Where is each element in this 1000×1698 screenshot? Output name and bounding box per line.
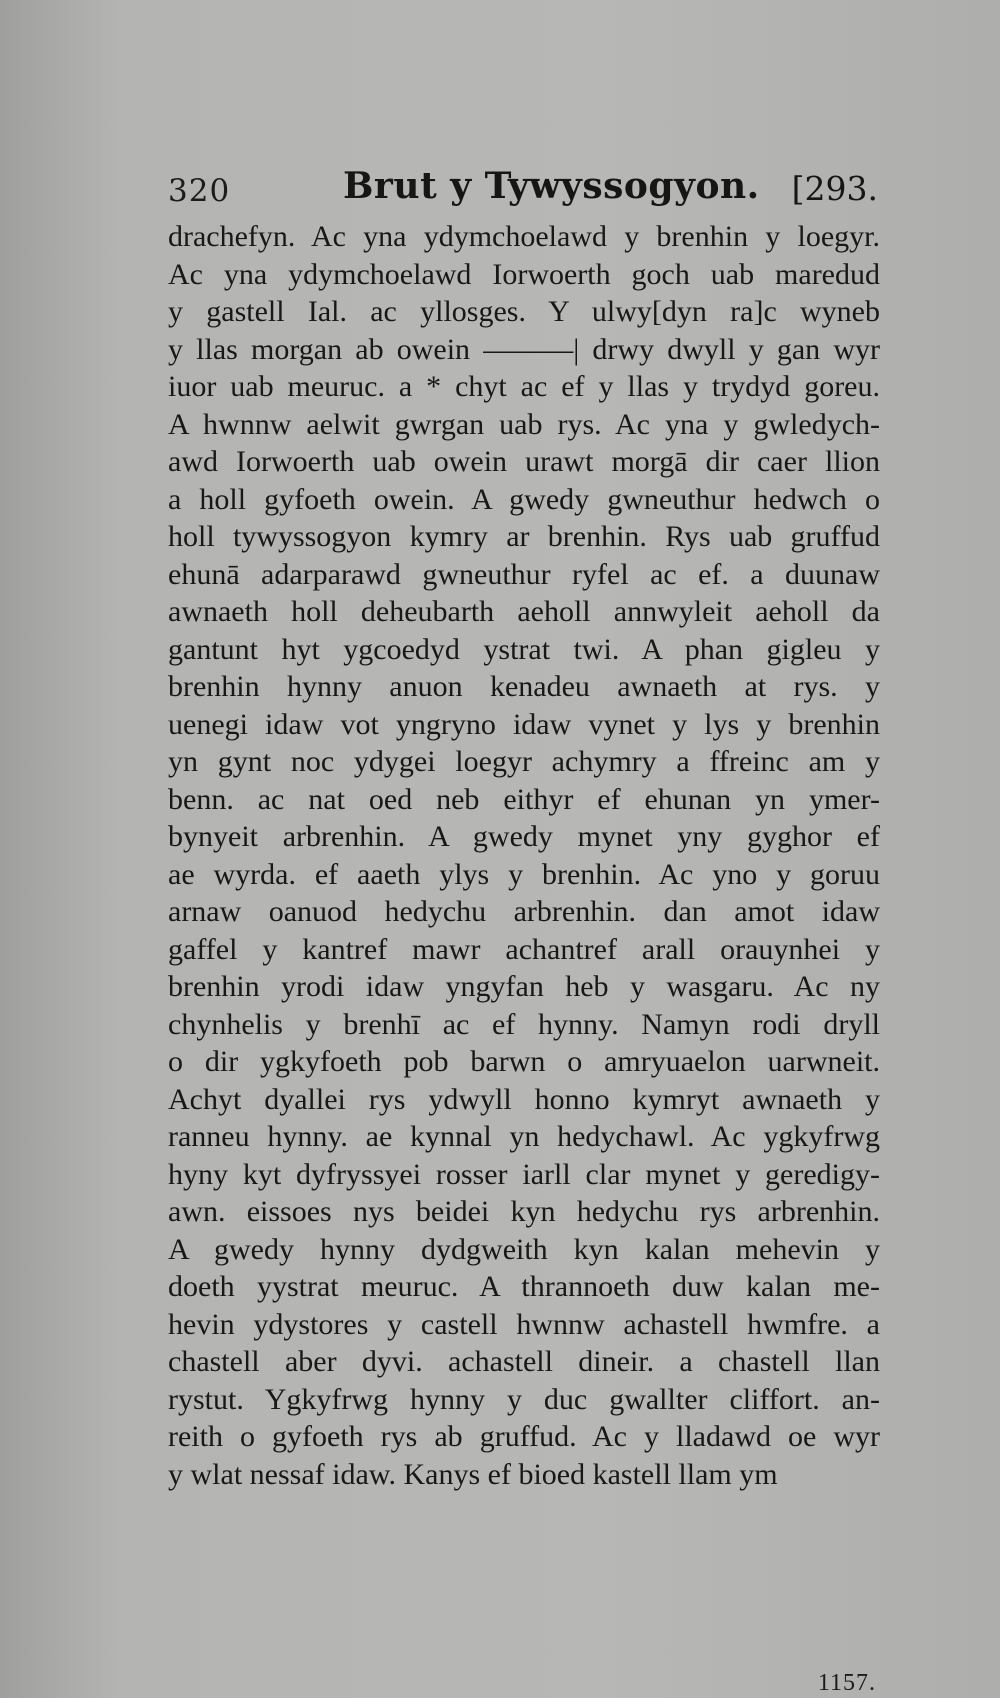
text-line: o dir ygkyfoeth pob barwn o amryuaelon uarwneit. bbox=[168, 1045, 880, 1078]
text-line: awn. eissoes nys beidei kyn hedychu rys arbrenhin. bbox=[168, 1195, 880, 1228]
text-line: a holl gyfoeth owein. A gwedy gwneuthur hedwch o bbox=[168, 482, 880, 516]
body-text bbox=[168, 218, 880, 1493]
text-line: awd Iorwoerth uab owein urawt morgā dir caer llion bbox=[168, 445, 880, 478]
page-number: 320 bbox=[168, 173, 231, 209]
page-title: Brut y Tywyssogyon. bbox=[343, 165, 760, 207]
text-line: Ac yna ydymchoelawd Iorwoerth goch uab maredud bbox=[168, 257, 880, 291]
text-line: drachefyn. Ac yna ydymchoelawd y brenhin y loegyr. bbox=[168, 220, 880, 253]
text-line: y gastell Ial. ac yllosges. Y ulwy[dyn ra]c wyneb bbox=[168, 295, 880, 328]
text-line: yn gynt noc ydygei loegyr achymry a ffreinc am y bbox=[168, 745, 880, 778]
text-line: uenegi idaw vot yngryno idaw vynet y lys y brenhin bbox=[168, 707, 880, 741]
marginal-year: 1157. bbox=[817, 1670, 876, 1696]
text-line: Achyt dyallei rys ydwyll honno kymryt awnaeth y bbox=[168, 1082, 880, 1116]
text-line: awnaeth holl deheubarth aeholl annwyleit aeholl da bbox=[168, 595, 880, 628]
text-line: ae wyrda. ef aaeth ylys y brenhin. Ac yno y goruu bbox=[168, 857, 880, 891]
text-line: brenhin yrodi idaw yngyfan heb y wasgaru. Ac ny bbox=[168, 970, 880, 1003]
text-line: doeth yystrat meuruc. A thrannoeth duw kalan me- bbox=[168, 1270, 880, 1303]
text-line: gaffel y kantref mawr achantref arall orauynhei y bbox=[168, 932, 880, 966]
text-line: chastell aber dyvi. achastell dineir. a chastell llan bbox=[168, 1345, 880, 1378]
text-line: hyny kyt dyfryssyei rosser iarll clar mynet y geredigy- bbox=[168, 1157, 880, 1191]
text-line: rystut. Ygkyfrwg hynny y duc gwallter cliffort. an- bbox=[168, 1382, 880, 1416]
text-line: chynhelis y brenhī ac ef hynny. Namyn rodi dryll bbox=[168, 1007, 880, 1041]
text-line: hevin ydystores y castell hwnnw achastell hwmfre. a bbox=[168, 1307, 880, 1341]
text-line: holl tywyssogyon kymry ar brenhin. Rys uab gruffud bbox=[168, 520, 880, 553]
text-line: bynyeit arbrenhin. A gwedy mynet yny gyghor ef bbox=[168, 820, 880, 853]
text-line: iuor uab meuruc. a * chyt ac ef y llas y trydyd goreu. bbox=[168, 370, 880, 403]
text-line: A hwnnw aelwit gwrgan uab rys. Ac yna y gwledych- bbox=[168, 407, 880, 441]
text-line: gantunt hyt ygcoedyd ystrat twi. A phan gigleu y bbox=[168, 632, 880, 666]
text-line: A gwedy hynny dydgweith kyn kalan mehevin y bbox=[168, 1232, 880, 1266]
text-line: benn. ac nat oed neb eithyr ef ehunan yn ymer- bbox=[168, 782, 880, 816]
text-line: y llas morgan ab owein ———| drwy dwyll y gan wyr bbox=[168, 332, 880, 366]
text-line: ehunā adarparawd gwneuthur ryfel ac ef. a duunaw bbox=[168, 557, 880, 591]
section-reference: [293. bbox=[791, 169, 878, 208]
running-head bbox=[168, 165, 878, 215]
text-line: reith o gyfoeth rys ab gruffud. Ac y lladawd oe wyr bbox=[168, 1420, 880, 1453]
text-line: y wlat nessaf idaw. Kanys ef bioed kastell llam ym bbox=[168, 1457, 778, 1491]
text-line: arnaw oanuod hedychu arbrenhin. dan amot idaw bbox=[168, 895, 880, 928]
text-line: brenhin hynny anuon kenadeu awnaeth at rys. y bbox=[168, 670, 880, 703]
text-line: ranneu hynny. ae kynnal yn hedychawl. Ac ygkyfrwg bbox=[168, 1120, 880, 1153]
